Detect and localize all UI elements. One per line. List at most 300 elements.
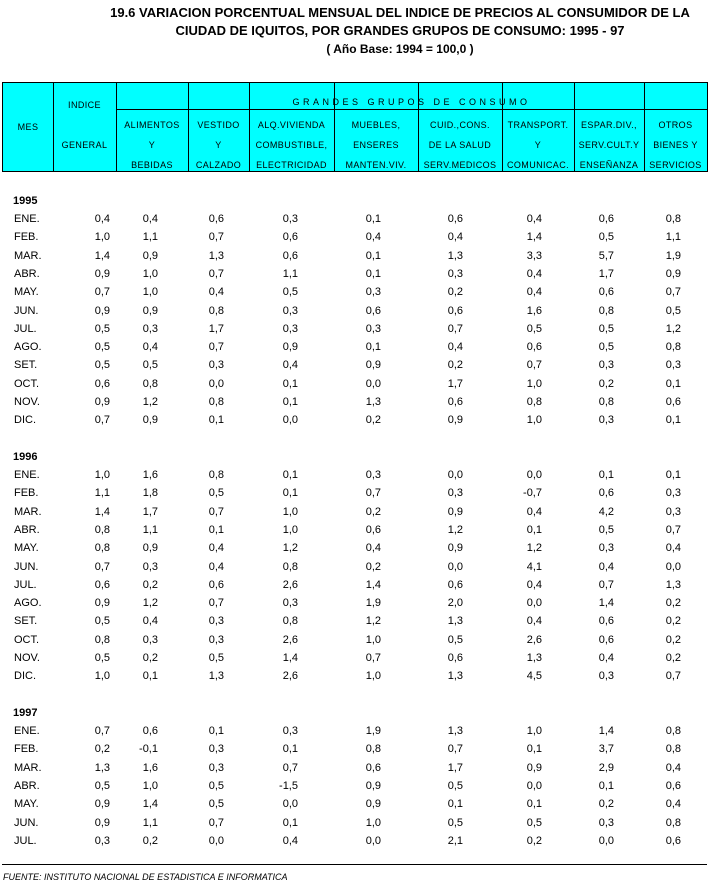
table-cell: 0,4 bbox=[526, 615, 542, 628]
table-row bbox=[0, 485, 709, 503]
table-cell: 0,8 bbox=[365, 743, 381, 756]
month-label: ABR. bbox=[14, 779, 40, 792]
table-cell: 1,4 bbox=[598, 597, 614, 610]
table-cell: 0,4 bbox=[526, 505, 542, 518]
table-cell: 0,5 bbox=[447, 779, 463, 792]
header-group-5-line-2: COMUNICAC. bbox=[507, 160, 569, 170]
year-label: 1997 bbox=[13, 707, 38, 719]
table-cell: 0,1 bbox=[208, 523, 224, 536]
table-cell: 0,7 bbox=[282, 761, 298, 774]
year-label: 1995 bbox=[13, 195, 38, 207]
table-cell: 0,3 bbox=[208, 359, 224, 372]
table-cell: 0,5 bbox=[208, 652, 224, 664]
table-cell: 0,1 bbox=[142, 670, 158, 683]
table-cell: 0,9 bbox=[526, 761, 542, 774]
table-cell: 0,6 bbox=[447, 304, 463, 317]
table-cell: 0,9 bbox=[665, 267, 681, 280]
table-cell: 0,6 bbox=[447, 578, 463, 591]
table-cell: 0,0 bbox=[282, 798, 298, 811]
table-row bbox=[0, 321, 709, 339]
table-cell: 0,5 bbox=[598, 341, 614, 354]
table-cell: 0,6 bbox=[665, 396, 681, 408]
table-cell: 1,7 bbox=[447, 761, 463, 774]
table-cell: 2,6 bbox=[526, 633, 542, 646]
table-row bbox=[0, 741, 709, 759]
table-cell: 0,6 bbox=[365, 304, 381, 317]
table-cell: 0,2 bbox=[365, 505, 381, 518]
month-label: AGO. bbox=[14, 341, 42, 354]
table-cell: 1,9 bbox=[665, 249, 681, 262]
table-cell: 0,1 bbox=[526, 743, 542, 756]
table-cell: 0,3 bbox=[447, 267, 463, 280]
month-label: FEB. bbox=[14, 487, 39, 500]
source-note: FUENTE: INSTITUTO NACIONAL DE ESTADISTICA E INFORMATICA bbox=[3, 872, 288, 882]
table-cell: 0,8 bbox=[665, 725, 681, 737]
month-label: SET. bbox=[14, 615, 38, 628]
table-cell: 0,3 bbox=[208, 761, 224, 774]
header-grandes-grupos: GRANDES GRUPOS DE CONSUMO bbox=[292, 97, 531, 107]
table-cell: 0,4 bbox=[447, 231, 463, 244]
table-cell: 1,6 bbox=[142, 469, 158, 481]
table-cell: 0,8 bbox=[94, 523, 110, 536]
header-group-2-line-0: ALQ.VIVIENDA bbox=[257, 120, 326, 130]
table-cell: 0,1 bbox=[598, 469, 614, 481]
table-cell: 0,7 bbox=[665, 286, 681, 299]
table-cell: 0,7 bbox=[94, 286, 110, 299]
table-cell: 0,3 bbox=[142, 560, 158, 573]
table-cell: 0,8 bbox=[282, 615, 298, 628]
table-cell: 0,4 bbox=[665, 542, 681, 555]
table-cell: 0,9 bbox=[142, 304, 158, 317]
table-cell: 0,4 bbox=[208, 542, 224, 555]
table-cell: 0,4 bbox=[526, 267, 542, 280]
table-cell: 0,2 bbox=[142, 578, 158, 591]
footer-divider bbox=[2, 864, 707, 865]
table-cell: 0,7 bbox=[94, 414, 110, 427]
table-cell: 0,1 bbox=[526, 798, 542, 811]
table-cell: 0,5 bbox=[94, 652, 110, 664]
title-line-2: CIUDAD DE IQUITOS, POR GRANDES GRUPOS DE CONSUMO: 1995 - 97 bbox=[175, 23, 625, 38]
month-label: ENE. bbox=[14, 213, 40, 225]
table-cell: 0,1 bbox=[365, 341, 381, 354]
header-mes: MES bbox=[17, 122, 39, 132]
table-row bbox=[0, 248, 709, 266]
year-label: 1996 bbox=[13, 451, 38, 463]
table-cell: 0,1 bbox=[282, 377, 298, 390]
table-cell: 0,9 bbox=[365, 798, 381, 811]
table-cell: 0,9 bbox=[142, 414, 158, 427]
table-cell: 0,1 bbox=[526, 523, 542, 536]
table-cell: 0,8 bbox=[94, 542, 110, 555]
table-cell: 0,7 bbox=[208, 505, 224, 518]
table-cell: 1,0 bbox=[142, 286, 158, 299]
table-cell: 1,2 bbox=[447, 523, 463, 536]
table-cell: 1,3 bbox=[94, 761, 110, 774]
table-cell: 3,7 bbox=[598, 743, 614, 756]
table-cell: 1,0 bbox=[365, 633, 381, 646]
header-group-7-line-1: BIENES Y bbox=[653, 140, 698, 150]
table-cell: 0,7 bbox=[208, 231, 224, 244]
table-cell: 0,1 bbox=[282, 487, 298, 500]
table-cell: 1,4 bbox=[94, 505, 110, 518]
table-cell: 0,6 bbox=[282, 231, 298, 244]
table-cell: 0,0 bbox=[365, 377, 381, 390]
table-cell: 0,2 bbox=[142, 834, 158, 847]
month-label: NOV. bbox=[14, 652, 40, 664]
table-cell: 0,4 bbox=[94, 213, 110, 225]
table-cell: 0,0 bbox=[526, 597, 542, 610]
table-cell: 0,4 bbox=[365, 231, 381, 244]
table-cell: 0,5 bbox=[282, 286, 298, 299]
header-group-0-line-1: Y bbox=[148, 140, 156, 150]
table-cell: 1,1 bbox=[142, 231, 158, 244]
table-cell: 1,9 bbox=[365, 725, 381, 737]
table-cell: 1,0 bbox=[94, 670, 110, 683]
header-group-3-line-2: MANTEN.VIV. bbox=[345, 160, 407, 170]
table-cell: 1,3 bbox=[665, 578, 681, 591]
table-row bbox=[0, 412, 709, 430]
table-cell: 1,4 bbox=[94, 249, 110, 262]
table-row bbox=[0, 778, 709, 796]
table-cell: 0,1 bbox=[598, 779, 614, 792]
table-cell: 0,5 bbox=[447, 816, 463, 829]
table-cell: 0,6 bbox=[598, 286, 614, 299]
table-cell: 0,8 bbox=[142, 377, 158, 390]
month-label: MAR. bbox=[14, 505, 42, 518]
table-cell: 1,6 bbox=[526, 304, 542, 317]
table-cell: 0,8 bbox=[598, 304, 614, 317]
table-cell: 1,2 bbox=[365, 615, 381, 628]
table-row bbox=[0, 266, 709, 284]
table-cell: 0,4 bbox=[665, 798, 681, 811]
table-cell: 0,4 bbox=[282, 834, 298, 847]
table-cell: 0,1 bbox=[282, 816, 298, 829]
table-header bbox=[2, 82, 708, 172]
table-cell: 0,6 bbox=[665, 834, 681, 847]
table-cell: 0,7 bbox=[665, 670, 681, 683]
table-cell: 0,5 bbox=[598, 322, 614, 335]
table-cell: 0,1 bbox=[365, 213, 381, 225]
table-cell: 0,2 bbox=[365, 560, 381, 573]
month-label: FEB. bbox=[14, 743, 39, 756]
table-cell: 0,6 bbox=[598, 615, 614, 628]
table-cell: 3,3 bbox=[526, 249, 542, 262]
header-group-5-line-0: TRANSPORT. bbox=[507, 120, 569, 130]
table-cell: 0,4 bbox=[526, 213, 542, 225]
table-cell: 1,7 bbox=[447, 377, 463, 390]
table-cell: 0,8 bbox=[94, 633, 110, 646]
month-label: FEB. bbox=[14, 231, 39, 244]
table-cell: 0,5 bbox=[94, 779, 110, 792]
header-group-7-line-2: SERVICIOS bbox=[649, 160, 702, 170]
table-cell: 0,8 bbox=[665, 743, 681, 756]
table-cell: 0,3 bbox=[208, 615, 224, 628]
table-cell: 0,7 bbox=[447, 743, 463, 756]
month-label: MAR. bbox=[14, 761, 42, 774]
table-cell: 0,2 bbox=[94, 743, 110, 756]
table-cell: 0,5 bbox=[142, 359, 158, 372]
table-cell: 1,3 bbox=[447, 670, 463, 683]
table-cell: 0,4 bbox=[282, 359, 298, 372]
table-cell: 1,4 bbox=[282, 652, 298, 664]
table-cell: -0,7 bbox=[523, 487, 542, 500]
table-cell: 0,0 bbox=[208, 377, 224, 390]
month-label: DIC. bbox=[14, 670, 36, 683]
table-cell: 1,6 bbox=[142, 761, 158, 774]
table-cell: 0,9 bbox=[365, 779, 381, 792]
table-cell: 1,4 bbox=[526, 231, 542, 244]
table-cell: 0,5 bbox=[208, 487, 224, 500]
table-cell: 0,3 bbox=[142, 322, 158, 335]
table-cell: 1,1 bbox=[142, 816, 158, 829]
table-cell: 0,3 bbox=[282, 213, 298, 225]
table-cell: 0,6 bbox=[282, 249, 298, 262]
table-cell: 1,3 bbox=[526, 652, 542, 664]
table-cell: 0,3 bbox=[282, 304, 298, 317]
month-label: OCT. bbox=[14, 377, 40, 390]
table-cell: 0,5 bbox=[598, 523, 614, 536]
table-cell: 0,5 bbox=[598, 231, 614, 244]
header-group-4-line-0: CUID.,CONS. bbox=[430, 120, 490, 130]
table-cell: 1,1 bbox=[142, 523, 158, 536]
table-cell: 4,2 bbox=[598, 505, 614, 518]
table-cell: 0,3 bbox=[598, 359, 614, 372]
header-group-6-line-2: ENSEÑANZA bbox=[579, 160, 639, 170]
table-cell: 2,6 bbox=[282, 633, 298, 646]
table-cell: 0,0 bbox=[447, 560, 463, 573]
table-cell: 0,7 bbox=[447, 322, 463, 335]
table-cell: 2,1 bbox=[447, 834, 463, 847]
table-cell: 1,0 bbox=[526, 725, 542, 737]
table-cell: 0,9 bbox=[94, 304, 110, 317]
table-cell: 0,3 bbox=[365, 286, 381, 299]
table-cell: 1,2 bbox=[665, 322, 681, 335]
month-label: SET. bbox=[14, 359, 38, 372]
header-group-3-line-0: MUEBLES, bbox=[351, 120, 401, 130]
table-cell: 4,1 bbox=[526, 560, 542, 573]
table-cell: 0,1 bbox=[282, 396, 298, 408]
table-cell: 0,8 bbox=[282, 560, 298, 573]
table-cell: 0,6 bbox=[665, 779, 681, 792]
table-cell: 0,9 bbox=[447, 542, 463, 555]
header-group-2-line-1: COMBUSTIBLE, bbox=[255, 140, 328, 150]
table-cell: 0,0 bbox=[598, 834, 614, 847]
table-cell: 0,6 bbox=[447, 213, 463, 225]
header-group-5-line-1: Y bbox=[534, 140, 542, 150]
table-cell: 0,7 bbox=[208, 267, 224, 280]
table-cell: 1,0 bbox=[526, 414, 542, 427]
table-row bbox=[0, 394, 709, 412]
table-row bbox=[0, 357, 709, 375]
table-cell: 0,0 bbox=[526, 779, 542, 792]
table-cell: 1,0 bbox=[142, 267, 158, 280]
month-label: JUN. bbox=[14, 816, 39, 829]
table-cell: 0,0 bbox=[665, 560, 681, 573]
month-label: ABR. bbox=[14, 523, 40, 536]
table-cell: 0,3 bbox=[447, 487, 463, 500]
table-cell: 0,9 bbox=[282, 341, 298, 354]
table-cell: 0,1 bbox=[208, 414, 224, 427]
table-cell: 0,9 bbox=[94, 267, 110, 280]
table-cell: 0,5 bbox=[526, 322, 542, 335]
table-cell: 1,2 bbox=[526, 542, 542, 555]
table-cell: 1,0 bbox=[365, 816, 381, 829]
table-cell: 0,0 bbox=[282, 414, 298, 427]
table-cell: 0,5 bbox=[94, 615, 110, 628]
table-cell: 0,8 bbox=[208, 396, 224, 408]
header-group-4-line-2: SERV.MEDICOS bbox=[423, 160, 497, 170]
table-cell: 1,0 bbox=[365, 670, 381, 683]
table-row bbox=[0, 522, 709, 540]
table-row bbox=[0, 577, 709, 595]
table-cell: 0,6 bbox=[208, 578, 224, 591]
table-cell: 0,2 bbox=[598, 377, 614, 390]
table-cell: 0,9 bbox=[447, 414, 463, 427]
table-cell: 1,3 bbox=[447, 249, 463, 262]
month-label: MAY. bbox=[14, 798, 39, 811]
table-cell: 0,3 bbox=[665, 487, 681, 500]
table-cell: 0,1 bbox=[365, 249, 381, 262]
table-cell: 0,8 bbox=[208, 304, 224, 317]
table-cell: 0,8 bbox=[665, 213, 681, 225]
table-row bbox=[0, 650, 709, 668]
table-cell: 0,5 bbox=[526, 816, 542, 829]
month-label: OCT. bbox=[14, 633, 40, 646]
table-row bbox=[0, 760, 709, 778]
table-cell: 0,2 bbox=[142, 652, 158, 664]
table-cell: 0,1 bbox=[665, 414, 681, 427]
table-cell: 0,1 bbox=[208, 725, 224, 737]
table-cell: 0,5 bbox=[665, 304, 681, 317]
table-cell: 0,6 bbox=[447, 396, 463, 408]
table-cell: 1,3 bbox=[208, 249, 224, 262]
table-cell: 1,7 bbox=[208, 322, 224, 335]
table-cell: 0,6 bbox=[94, 377, 110, 390]
table-cell: 0,6 bbox=[365, 523, 381, 536]
table-row bbox=[0, 303, 709, 321]
table-cell: 0,2 bbox=[598, 798, 614, 811]
table-cell: 1,0 bbox=[282, 523, 298, 536]
table-row bbox=[0, 833, 709, 851]
table-cell: 0,3 bbox=[282, 597, 298, 610]
table-cell: 0,6 bbox=[598, 213, 614, 225]
month-label: JUN. bbox=[14, 304, 39, 317]
month-label: MAY. bbox=[14, 542, 39, 555]
table-cell: 1,7 bbox=[598, 267, 614, 280]
table-row bbox=[0, 540, 709, 558]
table-cell: 0,2 bbox=[365, 414, 381, 427]
month-label: JUL. bbox=[14, 578, 37, 591]
table-cell: 0,4 bbox=[598, 560, 614, 573]
table-row bbox=[0, 339, 709, 357]
table-cell: 1,3 bbox=[365, 396, 381, 408]
table-cell: 0,6 bbox=[94, 578, 110, 591]
table-cell: 1,2 bbox=[142, 396, 158, 408]
table-cell: 0,3 bbox=[282, 322, 298, 335]
table-cell: 0,1 bbox=[447, 798, 463, 811]
table-cell: 0,7 bbox=[526, 359, 542, 372]
table-cell: 2,9 bbox=[598, 761, 614, 774]
month-label: ABR. bbox=[14, 267, 40, 280]
month-label: NOV. bbox=[14, 396, 40, 408]
table-cell: 0,3 bbox=[365, 322, 381, 335]
table-cell: 0,7 bbox=[208, 597, 224, 610]
table-cell: 0,1 bbox=[665, 377, 681, 390]
header-group-1-line-1: Y bbox=[215, 140, 222, 150]
header-group-6-line-0: ESPAR.DIV., bbox=[581, 120, 637, 130]
table-row bbox=[0, 229, 709, 247]
table-cell: 0,5 bbox=[208, 779, 224, 792]
table-cell: 1,1 bbox=[665, 231, 681, 244]
table-cell: 1,0 bbox=[94, 231, 110, 244]
table-cell: 0,4 bbox=[142, 213, 158, 225]
table-cell: 1,0 bbox=[526, 377, 542, 390]
table-cell: 0,9 bbox=[94, 798, 110, 811]
table-cell: 0,3 bbox=[598, 670, 614, 683]
table-cell: 0,7 bbox=[94, 725, 110, 737]
table-cell: 0,1 bbox=[282, 743, 298, 756]
table-cell: 1,0 bbox=[282, 505, 298, 518]
table-row bbox=[0, 632, 709, 650]
table-cell: 1,9 bbox=[365, 597, 381, 610]
header-indice-2: GENERAL bbox=[61, 140, 108, 150]
table-row bbox=[0, 595, 709, 613]
table-cell: 1,3 bbox=[208, 670, 224, 683]
table-cell: 0,6 bbox=[526, 341, 542, 354]
table-cell: 0,3 bbox=[208, 743, 224, 756]
table-cell: 0,4 bbox=[208, 560, 224, 573]
table-cell: 1,1 bbox=[94, 487, 110, 500]
table-cell: 0,3 bbox=[665, 505, 681, 518]
table-cell: 0,6 bbox=[208, 213, 224, 225]
table-cell: 0,9 bbox=[365, 359, 381, 372]
table-cell: 1,4 bbox=[365, 578, 381, 591]
table-cell: 0,5 bbox=[208, 798, 224, 811]
table-cell: 1,8 bbox=[142, 487, 158, 500]
table-cell: 0,2 bbox=[665, 615, 681, 628]
table-cell: 0,0 bbox=[526, 469, 542, 481]
table-cell: 2,6 bbox=[282, 670, 298, 683]
table-cell: 1,4 bbox=[598, 725, 614, 737]
month-label: AGO. bbox=[14, 597, 42, 610]
table-cell: 0,2 bbox=[526, 834, 542, 847]
table-cell: 0,4 bbox=[665, 761, 681, 774]
table-cell: 0,0 bbox=[447, 469, 463, 481]
title-line-3: ( Año Base: 1994 = 100,0 ) bbox=[326, 42, 474, 56]
table-cell: 0,5 bbox=[447, 633, 463, 646]
table-cell: 0,8 bbox=[665, 341, 681, 354]
table-cell: 0,9 bbox=[94, 597, 110, 610]
table-row bbox=[0, 559, 709, 577]
table-cell: 1,3 bbox=[447, 615, 463, 628]
table-row bbox=[0, 284, 709, 302]
table-cell: 0,0 bbox=[365, 834, 381, 847]
table-cell: 0,3 bbox=[142, 633, 158, 646]
table-row bbox=[0, 723, 709, 741]
table-row bbox=[0, 668, 709, 686]
table-cell: 1,7 bbox=[142, 505, 158, 518]
table-cell: 0,7 bbox=[365, 487, 381, 500]
header-group-4-line-1: DE LA SALUD bbox=[428, 140, 492, 150]
table-cell: 2,6 bbox=[282, 578, 298, 591]
table-cell: 0,4 bbox=[142, 615, 158, 628]
table-cell: 2,0 bbox=[447, 597, 463, 610]
table-cell: 1,1 bbox=[282, 267, 298, 280]
table-cell: 0,2 bbox=[665, 633, 681, 646]
table-cell: 0,7 bbox=[665, 523, 681, 536]
table-cell: 0,7 bbox=[208, 341, 224, 354]
month-label: JUL. bbox=[14, 322, 37, 335]
